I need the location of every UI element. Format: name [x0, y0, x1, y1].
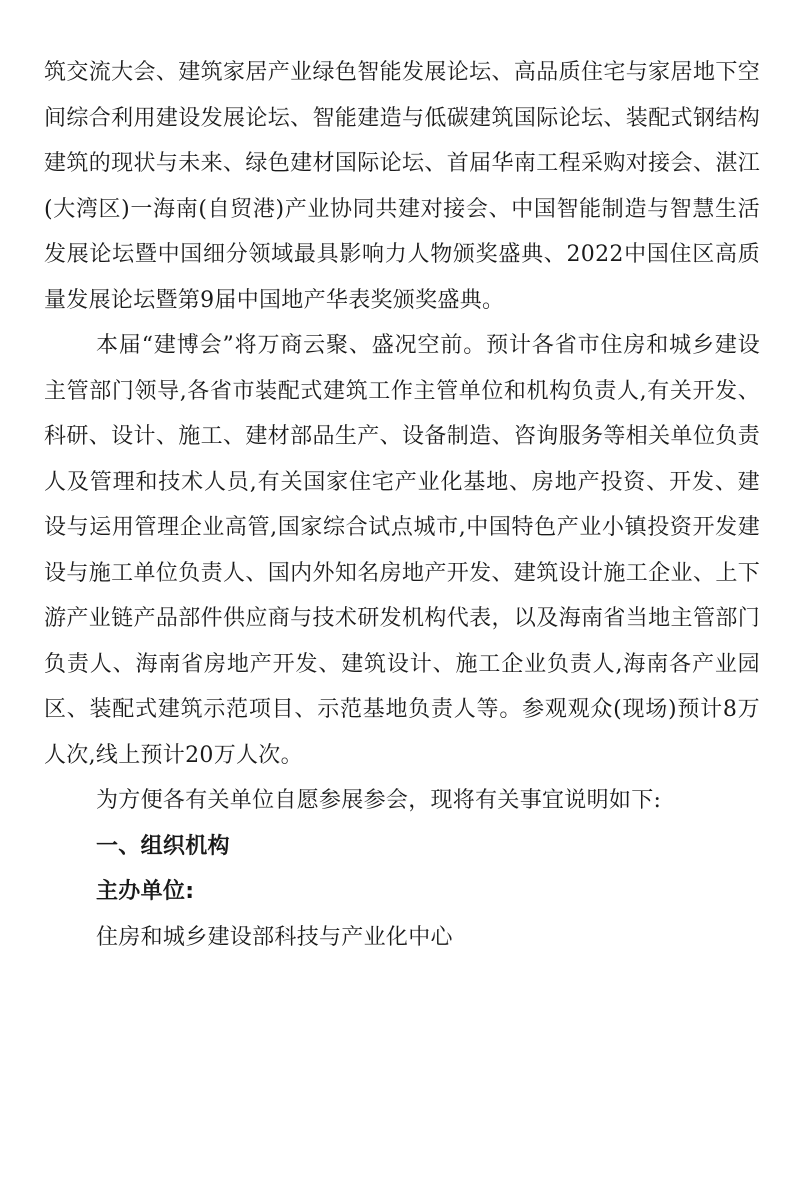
- paragraph-forums-list: 筑交流大会、建筑家居产业绿色智能发展论坛、高品质住宅与家居地下空间综合利用建设发展论坛、智能建造与低碳建筑国际论坛、装配式钢结构建筑的现状与未来、绿色建材国际论坛、首届华南工程采购对接会、湛江(大湾区)一海南(自贸港)产业协同共建对接会、中国智能制造与智慧生活发展论坛暨中国细分领域最具影响力人物颁奖盛典、2022中国住区高质量发展论坛暨第9届中国地产华表奖颁奖盛典。: [44, 60, 760, 313]
- sub-heading-organizer: 主办单位:: [96, 879, 195, 904]
- section-heading-organization: 一、组织机构: [96, 833, 230, 859]
- organizer-name: 住房和城乡建设部科技与产业化中心: [96, 924, 453, 950]
- paragraph-attendees: 本届“建博会”将万商云聚、盛况空前。预计各省市住房和城乡建设主管部门领导,各省市装配式建筑工作主管单位和机构负责人,有关开发、科研、设计、施工、建材部品生产、设备制造、咨询服务等相关单位负责人及管理和技术人员,有关国家住宅产业化基地、房地产投资、开发、建设与运用管理企业高管,国家综合试点城市,中国特色产业小镇投资开发建设与施工单位负责人、国内外知名房地产开发、建筑设计施工企业、上下游产业链产品部件供应商与技术研发机构代表，以及海南省当地主管部门负责人、海南省房地产开发、建筑设计、施工企业负责人,海南各产业园区、装配式建筑示范项目、示范基地负责人等。参观观众(现场)预计8万人次,线上预计20万人次。: [44, 333, 760, 768]
- document-page: [44, 50, 760, 960]
- paragraph-intro-notice: 为方便各有关单位自愿参展参会，现将有关事宜说明如下:: [96, 788, 662, 813]
